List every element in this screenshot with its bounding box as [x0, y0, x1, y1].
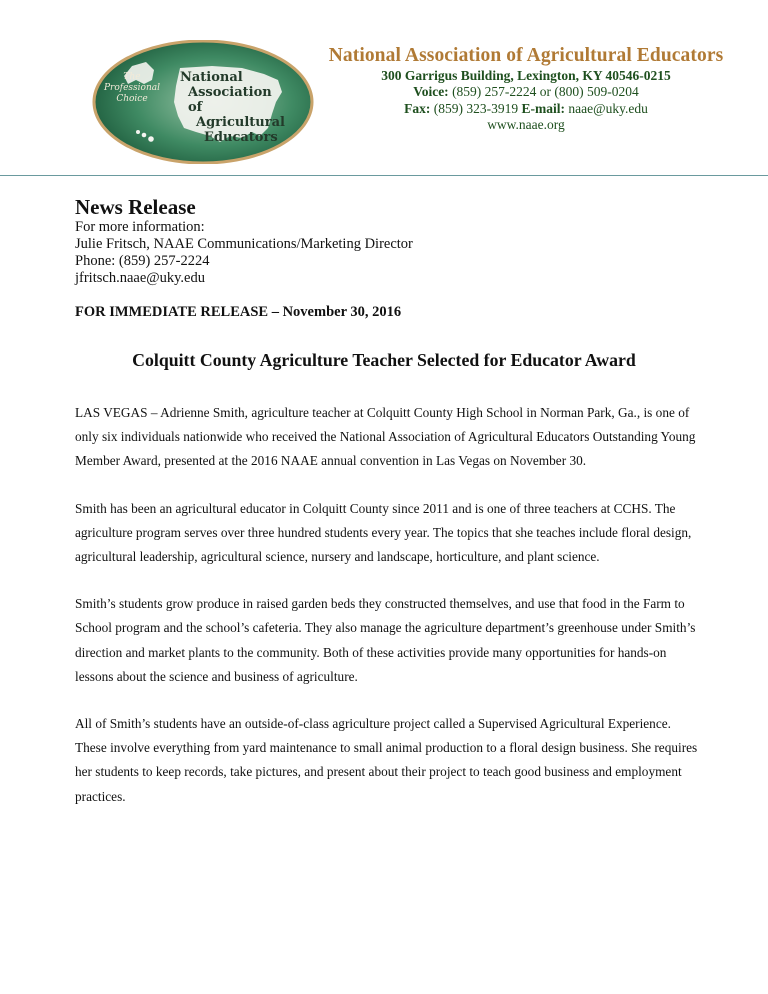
naae-logo	[92, 40, 314, 164]
letterhead	[320, 44, 732, 134]
org-address: 300 Garrigus Building, Lexington, KY 40546-0215	[381, 67, 671, 83]
article-body	[75, 401, 700, 832]
release-title: News Release	[75, 195, 196, 219]
org-fax-email: Fax: (859) 323-3919 E-mail: naae@uky.edu	[404, 100, 648, 116]
org-email-link[interactable]: naae@uky.edu	[568, 100, 648, 116]
org-website[interactable]: www.naae.org	[487, 117, 565, 133]
org-voice: Voice: (859) 257-2224 or (800) 509-0204	[413, 84, 639, 100]
header-divider	[0, 175, 768, 176]
release-block	[75, 195, 715, 287]
paragraph: Smith has been an agricultural educator in Colquitt County since 2011 and is one of three teachers at CCHS. The agriculture program serves over three hundred students every year. The topics that she teaches include floral design, agricultural leadership, agricultural science, nursery and landscape, horticulture, and plant science.	[75, 500, 692, 565]
headline: Colquitt County Agriculture Teacher Selected for Educator Award	[132, 350, 636, 370]
contact-name: Julie Fritsch, NAAE Communications/Marketing Director	[75, 236, 413, 252]
paragraph: All of Smith’s students have an outside-of-class agriculture project called a Supervised Agricultural Experience. These involve everything from yard maintenance to small animal production to a floral design business. She requires her students to keep records, take pictures, and present about their project to teach good business and employment practices.	[75, 716, 698, 804]
contact-intro: For more information:	[75, 219, 205, 235]
logo-tagline: The Professional Choice	[103, 72, 160, 104]
paragraph: LAS VEGAS – Adrienne Smith, agriculture teacher at Colquitt County High School in Norman Park, Ga., is one of only six individuals nationwide who received the National Association of Agricultural Educators Outstanding Young Member Award, presented at the 2016 NAAE annual convention in Las Vegas on November 30.	[75, 405, 696, 469]
contact-info	[75, 219, 715, 287]
paragraph: Smith’s students grow produce in raised garden beds they constructed themselves, and use that food in the Farm to School program and the school’s cafeteria. They also manage the agriculture department’s greenhouse under Smith’s direction and market plants to the community. Both of these activities provide many opportunities for hands-on lessons about the science and business of agriculture.	[75, 596, 696, 684]
contact-phone: Phone: (859) 257-2224	[75, 253, 210, 269]
contact-email[interactable]: jfritsch.naae@uky.edu	[75, 270, 205, 286]
org-name: National Association of Agricultural Educators	[328, 45, 724, 66]
logo-text: National Association of Agricultural Educators	[180, 70, 285, 145]
release-date: FOR IMMEDIATE RELEASE – November 30, 2016	[75, 304, 402, 320]
